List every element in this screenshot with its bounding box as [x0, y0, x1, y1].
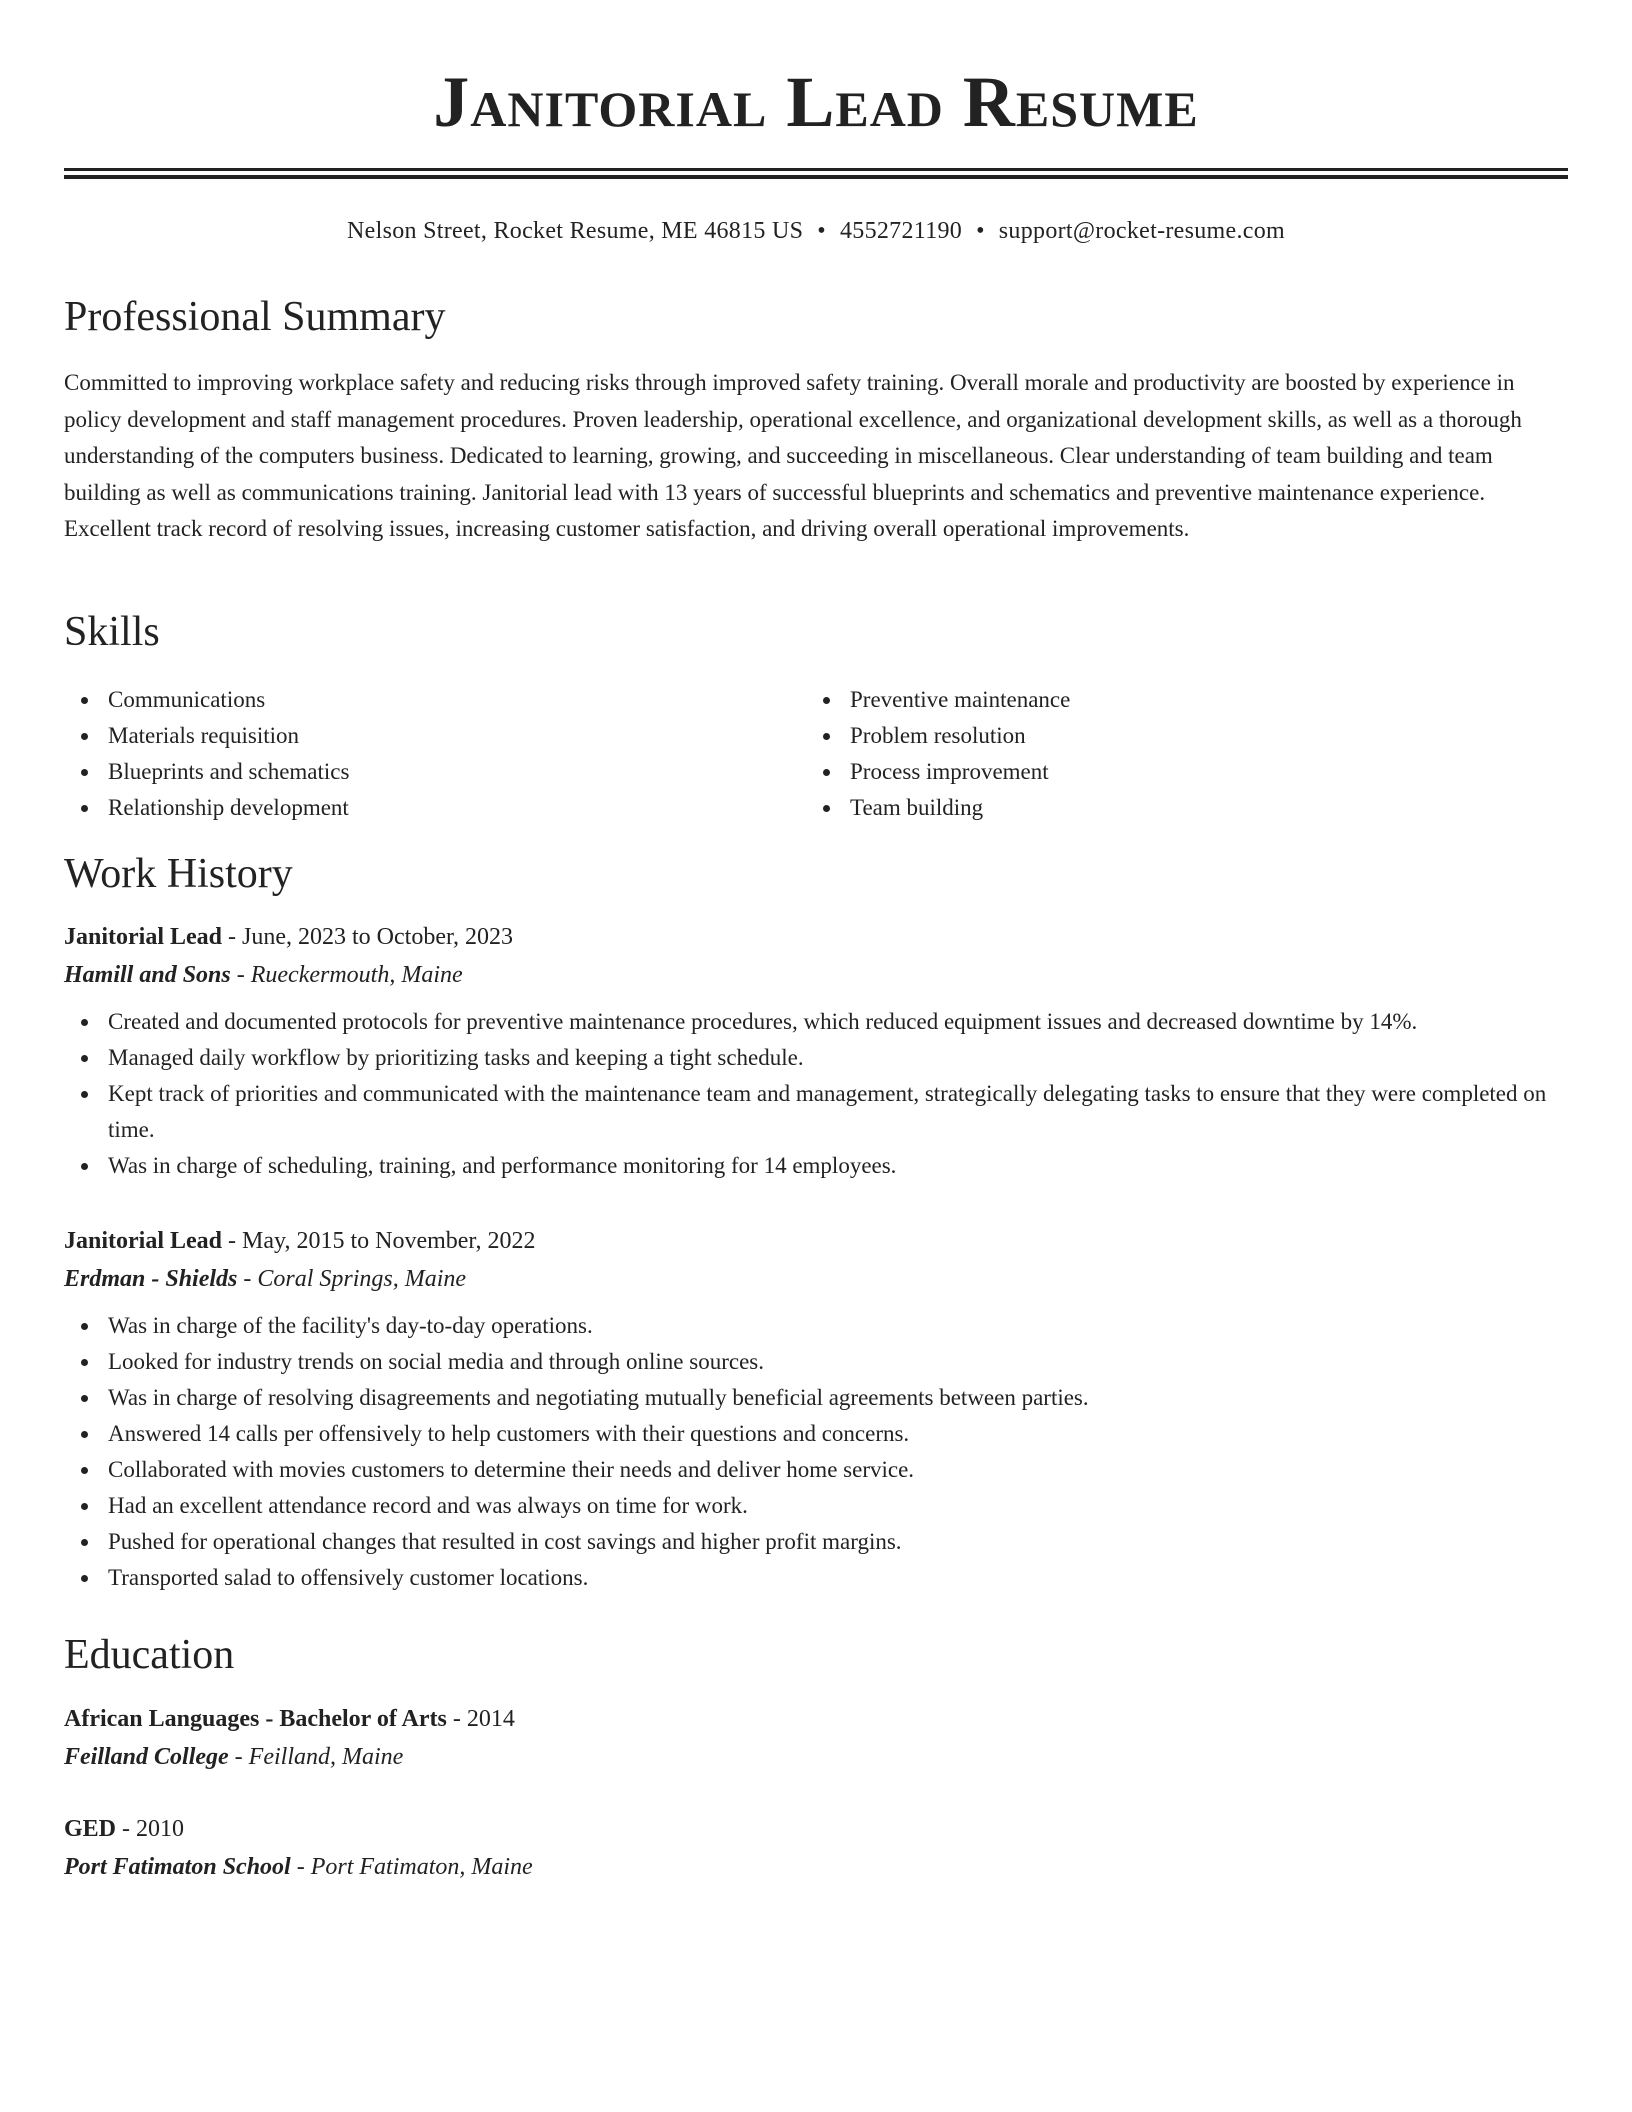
- school: Feilland College: [64, 1744, 229, 1770]
- duty-item: Had an excellent attendance record and was always on time for work.: [64, 1488, 1568, 1524]
- skill-item: Preventive maintenance: [806, 682, 1548, 718]
- school-location: - Port Fatimaton, Maine: [290, 1854, 533, 1880]
- job-location: - Rueckermouth, Maine: [230, 962, 463, 988]
- education-entry: [64, 1810, 1568, 1886]
- duty-item: Transported salad to offensively customer locations.: [64, 1560, 1568, 1596]
- duty-item: Answered 14 calls per offensively to help customers with their questions and concerns.: [64, 1416, 1568, 1452]
- resume-title: Janitorial Lead Resume: [433, 62, 1199, 142]
- duty-item: Pushed for operational changes that resulted in cost savings and higher profit margins.: [64, 1524, 1568, 1560]
- duty-item: Collaborated with movies customers to determine their needs and deliver home service.: [64, 1452, 1568, 1488]
- contact-address: Nelson Street, Rocket Resume, ME 46815 US: [347, 218, 804, 244]
- contact-email[interactable]: support@rocket-resume.com: [998, 218, 1285, 244]
- duty-item: Was in charge of scheduling, training, and performance monitoring for 14 employees.: [64, 1148, 1568, 1184]
- degree: GED: [64, 1816, 117, 1842]
- education-entry: [64, 1700, 1568, 1776]
- job-company-line: [64, 1260, 1568, 1298]
- title-rule-bottom: [64, 175, 1568, 179]
- education-heading: Education: [64, 1632, 235, 1678]
- skills-heading: Skills: [64, 609, 160, 655]
- skill-item: Process improvement: [806, 754, 1548, 790]
- contact-phone: 4552721190: [839, 218, 963, 244]
- duty-item: Kept track of priorities and communicated with the maintenance team and management, strategically delegating tasks to ensure that they were completed on time.: [64, 1076, 1568, 1148]
- school-line: [64, 1848, 1568, 1886]
- job-title: Janitorial Lead: [64, 1228, 223, 1254]
- job-entry: [64, 918, 1568, 1184]
- job-company: Hamill and Sons: [64, 962, 231, 988]
- skills-column-right: [806, 682, 1548, 826]
- skills-list: [64, 682, 1568, 826]
- duty-item: Was in charge of resolving disagreements and negotiating mutually beneficial agreements between parties.: [64, 1380, 1568, 1416]
- contact-line: [64, 213, 1568, 249]
- degree: African Languages - Bachelor of Arts: [64, 1706, 447, 1732]
- job-dates: - June, 2023 to October, 2023: [222, 924, 514, 950]
- job-company-line: [64, 956, 1568, 994]
- school-line: [64, 1738, 1568, 1776]
- skills-column-left: [64, 682, 806, 826]
- job-duties: [64, 1308, 1568, 1596]
- duty-item: Created and documented protocols for preventive maintenance procedures, which reduced equipment issues and decreased downtime by 14%.: [64, 1004, 1568, 1040]
- duty-item: Managed daily workflow by prioritizing tasks and keeping a tight schedule.: [64, 1040, 1568, 1076]
- job-title-line: [64, 918, 1568, 956]
- degree-year: - 2014: [446, 1706, 515, 1732]
- school: Port Fatimaton School: [64, 1854, 291, 1880]
- skill-item: Blueprints and schematics: [64, 754, 806, 790]
- contact-separator: •: [817, 218, 826, 244]
- job-title-line: [64, 1222, 1568, 1260]
- job-location: - Coral Springs, Maine: [237, 1266, 467, 1292]
- skill-item: Problem resolution: [806, 718, 1548, 754]
- job-company: Erdman - Shields: [64, 1266, 238, 1292]
- title-rule-top: [64, 168, 1568, 171]
- duty-item: Was in charge of the facility's day-to-day operations.: [64, 1308, 1568, 1344]
- skill-item: Team building: [806, 790, 1548, 826]
- summary-heading: Professional Summary: [64, 294, 446, 340]
- summary-text: Committed to improving workplace safety and reducing risks through improved safety training. Overall morale and productivity are boosted by experience in policy development and staff management procedures. Proven leadership, operational excellence, and organizational development skills, as well as a thorough understanding of the computers business. Dedicated to learning, growing, and succeeding in miscellaneous. Clear understanding of team building and team building as well as communications training. Janitorial lead with 13 years of successful blueprints and schematics and preventive maintenance experience. Excellent track record of resolving issues, increasing customer satisfaction, and driving overall operational improvements.: [64, 370, 1522, 541]
- degree-year: - 2010: [116, 1816, 185, 1842]
- skill-item: Materials requisition: [64, 718, 806, 754]
- skill-item: Communications: [64, 682, 806, 718]
- duty-item: Looked for industry trends on social media and through online sources.: [64, 1344, 1568, 1380]
- work-history-heading: Work History: [64, 851, 293, 897]
- job-duties: [64, 1004, 1568, 1184]
- job-dates: - May, 2015 to November, 2022: [222, 1228, 536, 1254]
- job-entry: [64, 1222, 1568, 1596]
- resume-page: [64, 0, 1568, 1880]
- school-location: - Feilland, Maine: [228, 1744, 404, 1770]
- contact-separator: •: [976, 218, 985, 244]
- skill-item: Relationship development: [64, 790, 806, 826]
- job-title: Janitorial Lead: [64, 924, 223, 950]
- degree-line: [64, 1810, 1568, 1848]
- degree-line: [64, 1700, 1568, 1738]
